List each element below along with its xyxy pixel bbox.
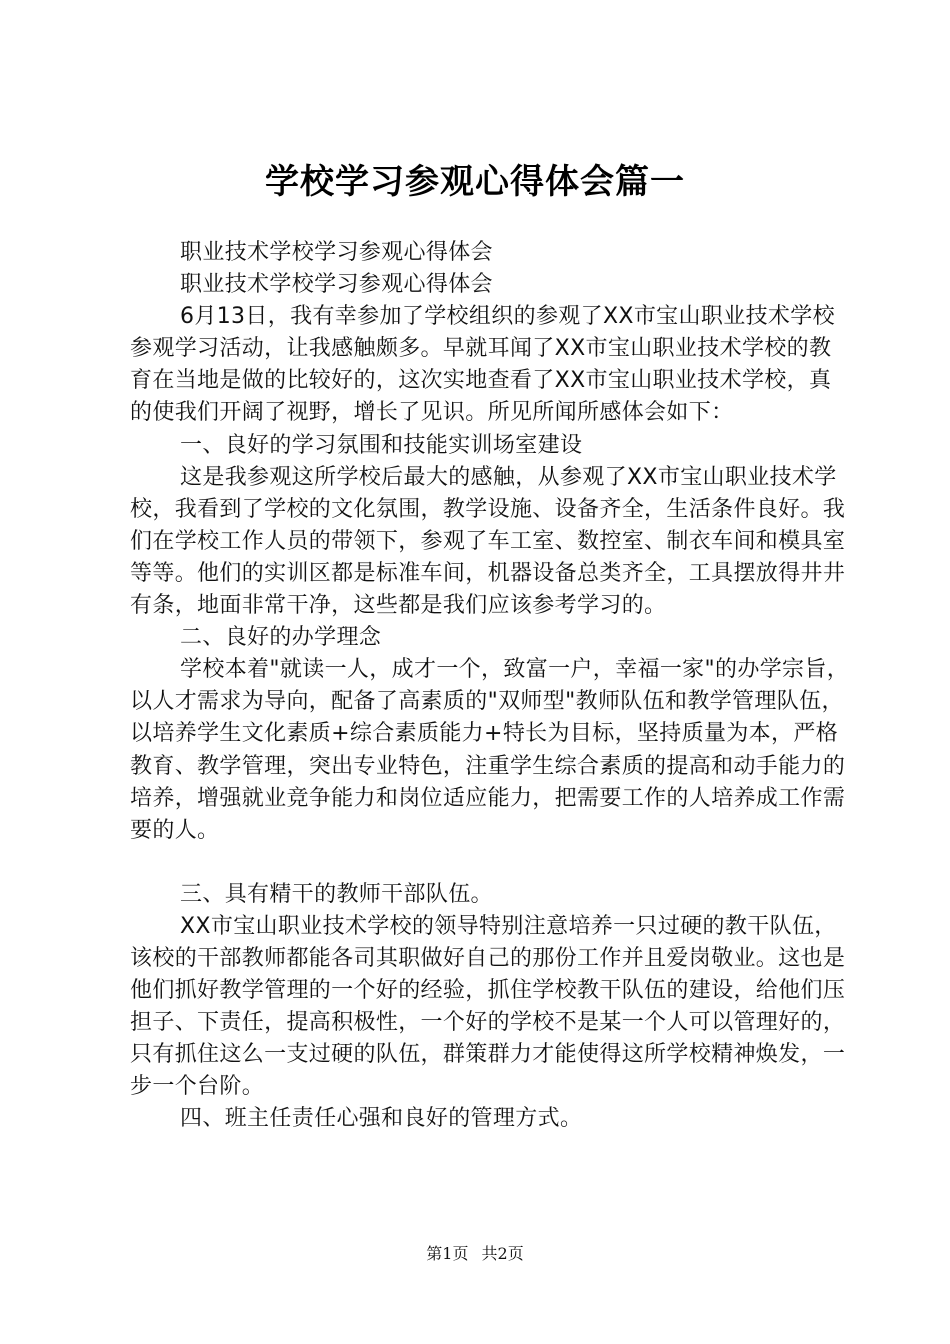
page-total: 共2页 [481, 1244, 524, 1263]
paragraph: XX市宝山职业技术学校的领导特别注意培养一只过硬的教干队伍，该校的干部教师都能各司其职做好自己的那份工作并且爱岗敬业。这也是他们抓好教学管理的一个好的经验，抓住学校教干队伍的建设，给他们压担子、下责任，提高积极性，一个好的学校不是某一个人可以管理好的，只有抓住这么一支过硬的队伍，群策群力才能使得这所学校精神焕发，一步一个台阶。 [130, 913, 846, 1100]
paragraph: 6月13日，我有幸参加了学校组织的参观了XX市宝山职业技术学校参观学习活动，让我感触颇多。早就耳闻了XX市宝山职业技术学校的教育在当地是做的比较好的，这次实地查看了XX市宝山职业技术学校，真的使我们开阔了视野，增长了见识。所见所闻所感体会如下： [130, 304, 835, 426]
section-heading: 二、良好的办学理念 [180, 625, 382, 651]
document-body [130, 237, 850, 1136]
section-heading: 三、具有精干的教师干部队伍。 [180, 881, 493, 907]
document-title: 学校学习参观心得体会篇一 [265, 162, 685, 202]
paragraph: 职业技术学校学习参观心得体会 [180, 272, 493, 298]
section-heading: 一、良好的学习氛围和技能实训场室建设 [180, 432, 583, 458]
paragraph: 这是我参观这所学校后最大的感触，从参观了XX市宝山职业技术学校，我看到了学校的文化氛围，教学设施、设备齐全，生活条件良好。我们在学校工作人员的带领下，参观了车工室、数控室、制衣车间和模具室等等。他们的实训区都是标准车间，机器设备总类齐全，工具摆放得井井有条，地面非常干净，这些都是我们应该参考学习的。 [130, 464, 846, 619]
paragraph: 职业技术学校学习参观心得体会 [180, 240, 493, 265]
page-number: 第1页 [426, 1244, 469, 1263]
paragraph: 学校本着"就读一人，成才一个，致富一户，幸福一家"的办学宗旨，以人才需求为导向，配备了高素质的"双师型"教师队伍和教学管理队伍，以培养学生文化素质+综合素质能力+特长为目标，坚持质量为本，严格教育、教学管理，突出专业特色，注重学生综合素质的提高和动手能力的培养，增强就业竞争能力和岗位适应能力，把需要工作的人培养成工作需要的人。 [130, 657, 850, 843]
section-heading: 四、班主任责任心强和良好的管理方式。 [180, 1106, 583, 1132]
page-footer [0, 1243, 950, 1265]
